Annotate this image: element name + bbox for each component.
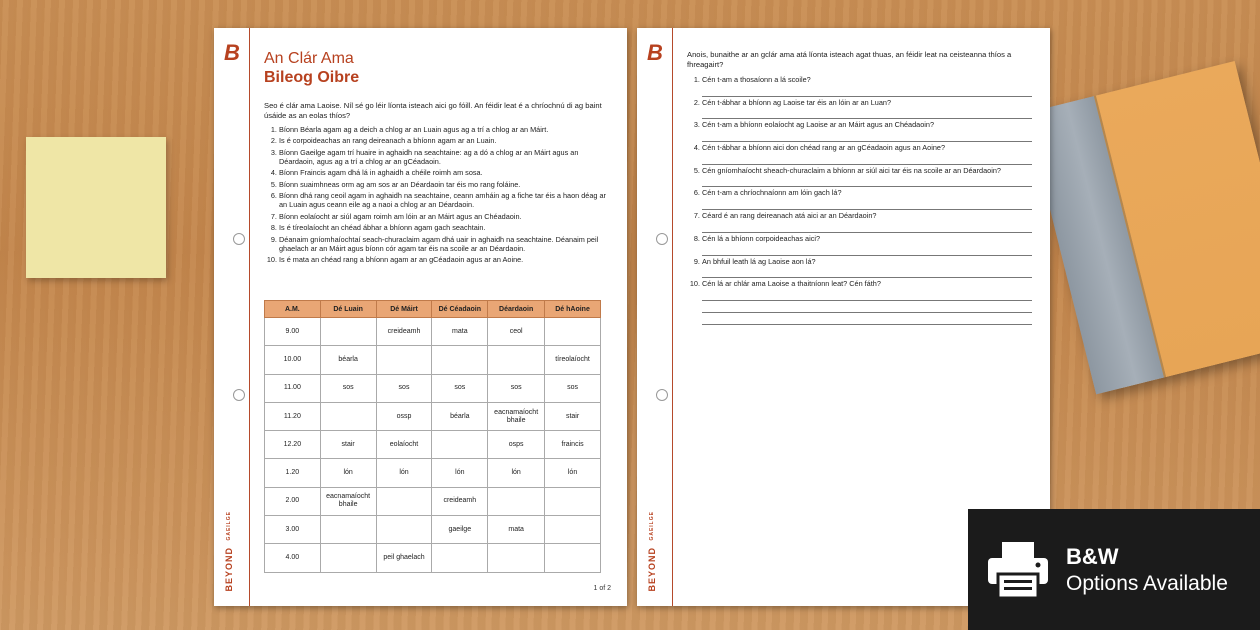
timetable-row [265, 431, 601, 459]
subject-cell: fraincis [545, 431, 601, 459]
subject-cell [376, 516, 432, 544]
subject-cell [320, 402, 376, 430]
question-item: 9. An bhfuil leath lá ag Laoise aon lá? [702, 256, 1032, 279]
worksheet-page-1 [214, 28, 627, 606]
subject-cell [488, 487, 545, 515]
question-item: 4. Cén t-ábhar a bhíonn aici don chéad rang ar an gCéadaoin agus an Aoine? [702, 142, 1032, 165]
question-item: 7. Céard é an rang deireanach atá aici ar an Déardaoin? [702, 210, 1032, 233]
question-item: 10. Cén lá ar chlár ama Laoise a thaitníonn leat? Cén fáth? [702, 278, 1032, 301]
subject-cell [545, 516, 601, 544]
statement-item: 10. Is é mata an chéad rang a bhíonn agam ar an gCéadaoin agus ar an Aoine. [279, 255, 615, 264]
timetable-row [265, 402, 601, 430]
statement-item: 8. Is é tíreolaíocht an chéad ábhar a bhíonn agam gach seachtain. [279, 223, 615, 232]
subject-cell [432, 431, 488, 459]
intro-text: Seo é clár ama Laoise. Níl sé go léir líonta isteach aici go fóill. An féidir leat é a chríochnú di ag baint úsáide as an eolas thíos? [264, 101, 602, 120]
punch-hole [656, 233, 668, 245]
subject-cell: mata [488, 516, 545, 544]
subject-cell [545, 544, 601, 572]
brand-sub: GAEILGE [649, 511, 655, 541]
timetable-header-row [265, 301, 601, 318]
answer-line [702, 313, 1032, 325]
subject-cell: peil ghaelach [376, 544, 432, 572]
answer-line [702, 301, 1032, 313]
column-header: Dé hAoine [545, 301, 601, 318]
subject-cell [320, 516, 376, 544]
page-title: An Clár Ama [264, 50, 354, 67]
subject-cell: sos [545, 374, 601, 402]
subject-cell: creideamh [432, 487, 488, 515]
subject-cell: béarla [320, 346, 376, 374]
statement-list [264, 125, 615, 264]
subject-cell: osps [488, 431, 545, 459]
subject-cell [320, 318, 376, 346]
question-item: 5. Cén gníomhaíocht sheach-churaclaim a bhíonn ar siúl aici tar éis na scoile ar an Déardaoin? [702, 165, 1032, 188]
time-cell: 1.20 [265, 459, 321, 487]
column-header: Dé Luain [320, 301, 376, 318]
time-cell: 11.20 [265, 402, 321, 430]
brand-vertical [647, 511, 657, 592]
subject-cell: stair [545, 402, 601, 430]
page-subtitle: Bileog Oibre [264, 69, 360, 86]
brand-name: BEYOND [224, 547, 234, 592]
subject-cell [545, 318, 601, 346]
bw-options-badge[interactable] [968, 509, 1260, 630]
punch-hole [233, 389, 245, 401]
badge-title: B&W [1066, 543, 1119, 569]
subject-cell: lón [488, 459, 545, 487]
subject-cell [432, 544, 488, 572]
badge-subtitle: Options Available [1066, 571, 1228, 595]
subject-cell [432, 346, 488, 374]
subject-cell [488, 346, 545, 374]
column-header: Dé Máirt [376, 301, 432, 318]
page-content [687, 28, 1038, 325]
questions-intro: Anois, bunaithe ar an gclár ama atá líonta isteach agat thuas, an féidir leat na ceisteanna thíos a fhreagairt? [687, 50, 1012, 69]
punch-hole [233, 233, 245, 245]
question-item: 8. Cén lá a bhíonn corpoideachas aici? [702, 233, 1032, 256]
page-number: 1 of 2 [593, 585, 611, 592]
statement-item: 4. Bíonn Fraincis agam dhá lá in aghaidh a chéile roimh am sosa. [279, 168, 615, 177]
question-item: 2. Cén t-ábhar a bhíonn ag Laoise tar éis an lóin ar an Luan? [702, 97, 1032, 120]
subject-cell: tíreolaíocht [545, 346, 601, 374]
subject-cell: creideamh [376, 318, 432, 346]
timetable-row [265, 487, 601, 515]
subject-cell: ceol [488, 318, 545, 346]
time-cell: 11.00 [265, 374, 321, 402]
brand-sub: GAEILGE [226, 511, 232, 541]
subject-cell [320, 544, 376, 572]
question-item: 6. Cén t-am a chríochnaíonn am lóin gach lá? [702, 187, 1032, 210]
time-cell: 9.00 [265, 318, 321, 346]
statement-item: 3. Bíonn Gaeilge agam trí huaire in aghaidh na seachtaine: ag a dó a chlog ar an Máirt agus an Déardaoin, agus ag a trí a chlog ar an gCéadaoin. [279, 148, 615, 166]
page-content [264, 28, 615, 267]
subject-cell: eacnamaíocht bhaile [488, 402, 545, 430]
subject-cell: ossp [376, 402, 432, 430]
timetable [264, 300, 601, 573]
subject-cell: lón [320, 459, 376, 487]
time-cell: 2.00 [265, 487, 321, 515]
subject-cell: lón [545, 459, 601, 487]
subject-cell [376, 346, 432, 374]
brand-logo-icon: B [224, 40, 240, 65]
brand-logo-icon: B [647, 40, 663, 65]
subject-cell: sos [376, 374, 432, 402]
statement-item: 5. Bíonn suaimhneas orm ag am sos ar an Déardaoin tar éis mo rang foláine. [279, 180, 615, 189]
badge-text [1066, 544, 1228, 596]
question-item: 3. Cén t-am a bhíonn eolaíocht ag Laoise ar an Máirt agus an Chéadaoin? [702, 119, 1032, 142]
subject-cell: lón [432, 459, 488, 487]
time-cell: 10.00 [265, 346, 321, 374]
subject-cell: lón [376, 459, 432, 487]
notebook [1026, 61, 1260, 394]
subject-cell [376, 487, 432, 515]
time-cell: 4.00 [265, 544, 321, 572]
subject-cell: eacnamaíocht bhaile [320, 487, 376, 515]
timetable-row [265, 544, 601, 572]
brand-name: BEYOND [647, 547, 657, 592]
subject-cell: mata [432, 318, 488, 346]
column-header: Dé Céadaoin [432, 301, 488, 318]
subject-cell: eolaíocht [376, 431, 432, 459]
statement-item: 2. Is é corpoideachas an rang deireanach a bhíonn agam ar an Luain. [279, 136, 615, 145]
timetable-row [265, 318, 601, 346]
column-header: A.M. [265, 301, 321, 318]
statement-item: 9. Déanaim gníomhaíochtaí seach-churaclaim agam dhá uair in aghaidh na seachtaine. Déanaim peil ghaelach ar an Máirt agus bíonn cór agam tar éis na scoile ar an Déardaoin. [279, 235, 615, 253]
subject-cell: béarla [432, 402, 488, 430]
subject-cell [488, 544, 545, 572]
subject-cell: stair [320, 431, 376, 459]
time-cell: 12.20 [265, 431, 321, 459]
printer-icon [986, 540, 1050, 600]
subject-cell: sos [320, 374, 376, 402]
timetable-row [265, 459, 601, 487]
timetable-row [265, 516, 601, 544]
statement-item: 7. Bíonn eolaíocht ar siúl agam roimh am lóin ar an Máirt agus an Chéadaoin. [279, 212, 615, 221]
timetable-row [265, 346, 601, 374]
subject-cell: sos [432, 374, 488, 402]
timetable-row [265, 374, 601, 402]
punch-hole [656, 389, 668, 401]
question-item: 1. Cén t-am a thosaíonn a lá scoile? [702, 74, 1032, 97]
page-margin [637, 28, 673, 606]
sticky-note [26, 137, 166, 278]
page-margin [214, 28, 250, 606]
brand-vertical [224, 511, 234, 592]
subject-cell: gaeilge [432, 516, 488, 544]
subject-cell [545, 487, 601, 515]
question-list [687, 74, 1038, 301]
statement-item: 1. Bíonn Béarla agam ag a deich a chlog ar an Luain agus ag a trí a chlog ar an Máirt. [279, 125, 615, 134]
column-header: Déardaoin [488, 301, 545, 318]
time-cell: 3.00 [265, 516, 321, 544]
statement-item: 6. Bíonn dhá rang ceoil agam in aghaidh na seachtaine, ceann amháin ag a fiche tar éis a haon déag ar an Luain agus ceann eile ag a naoi a chlog ar an Déardaoin. [279, 191, 615, 209]
subject-cell: sos [488, 374, 545, 402]
